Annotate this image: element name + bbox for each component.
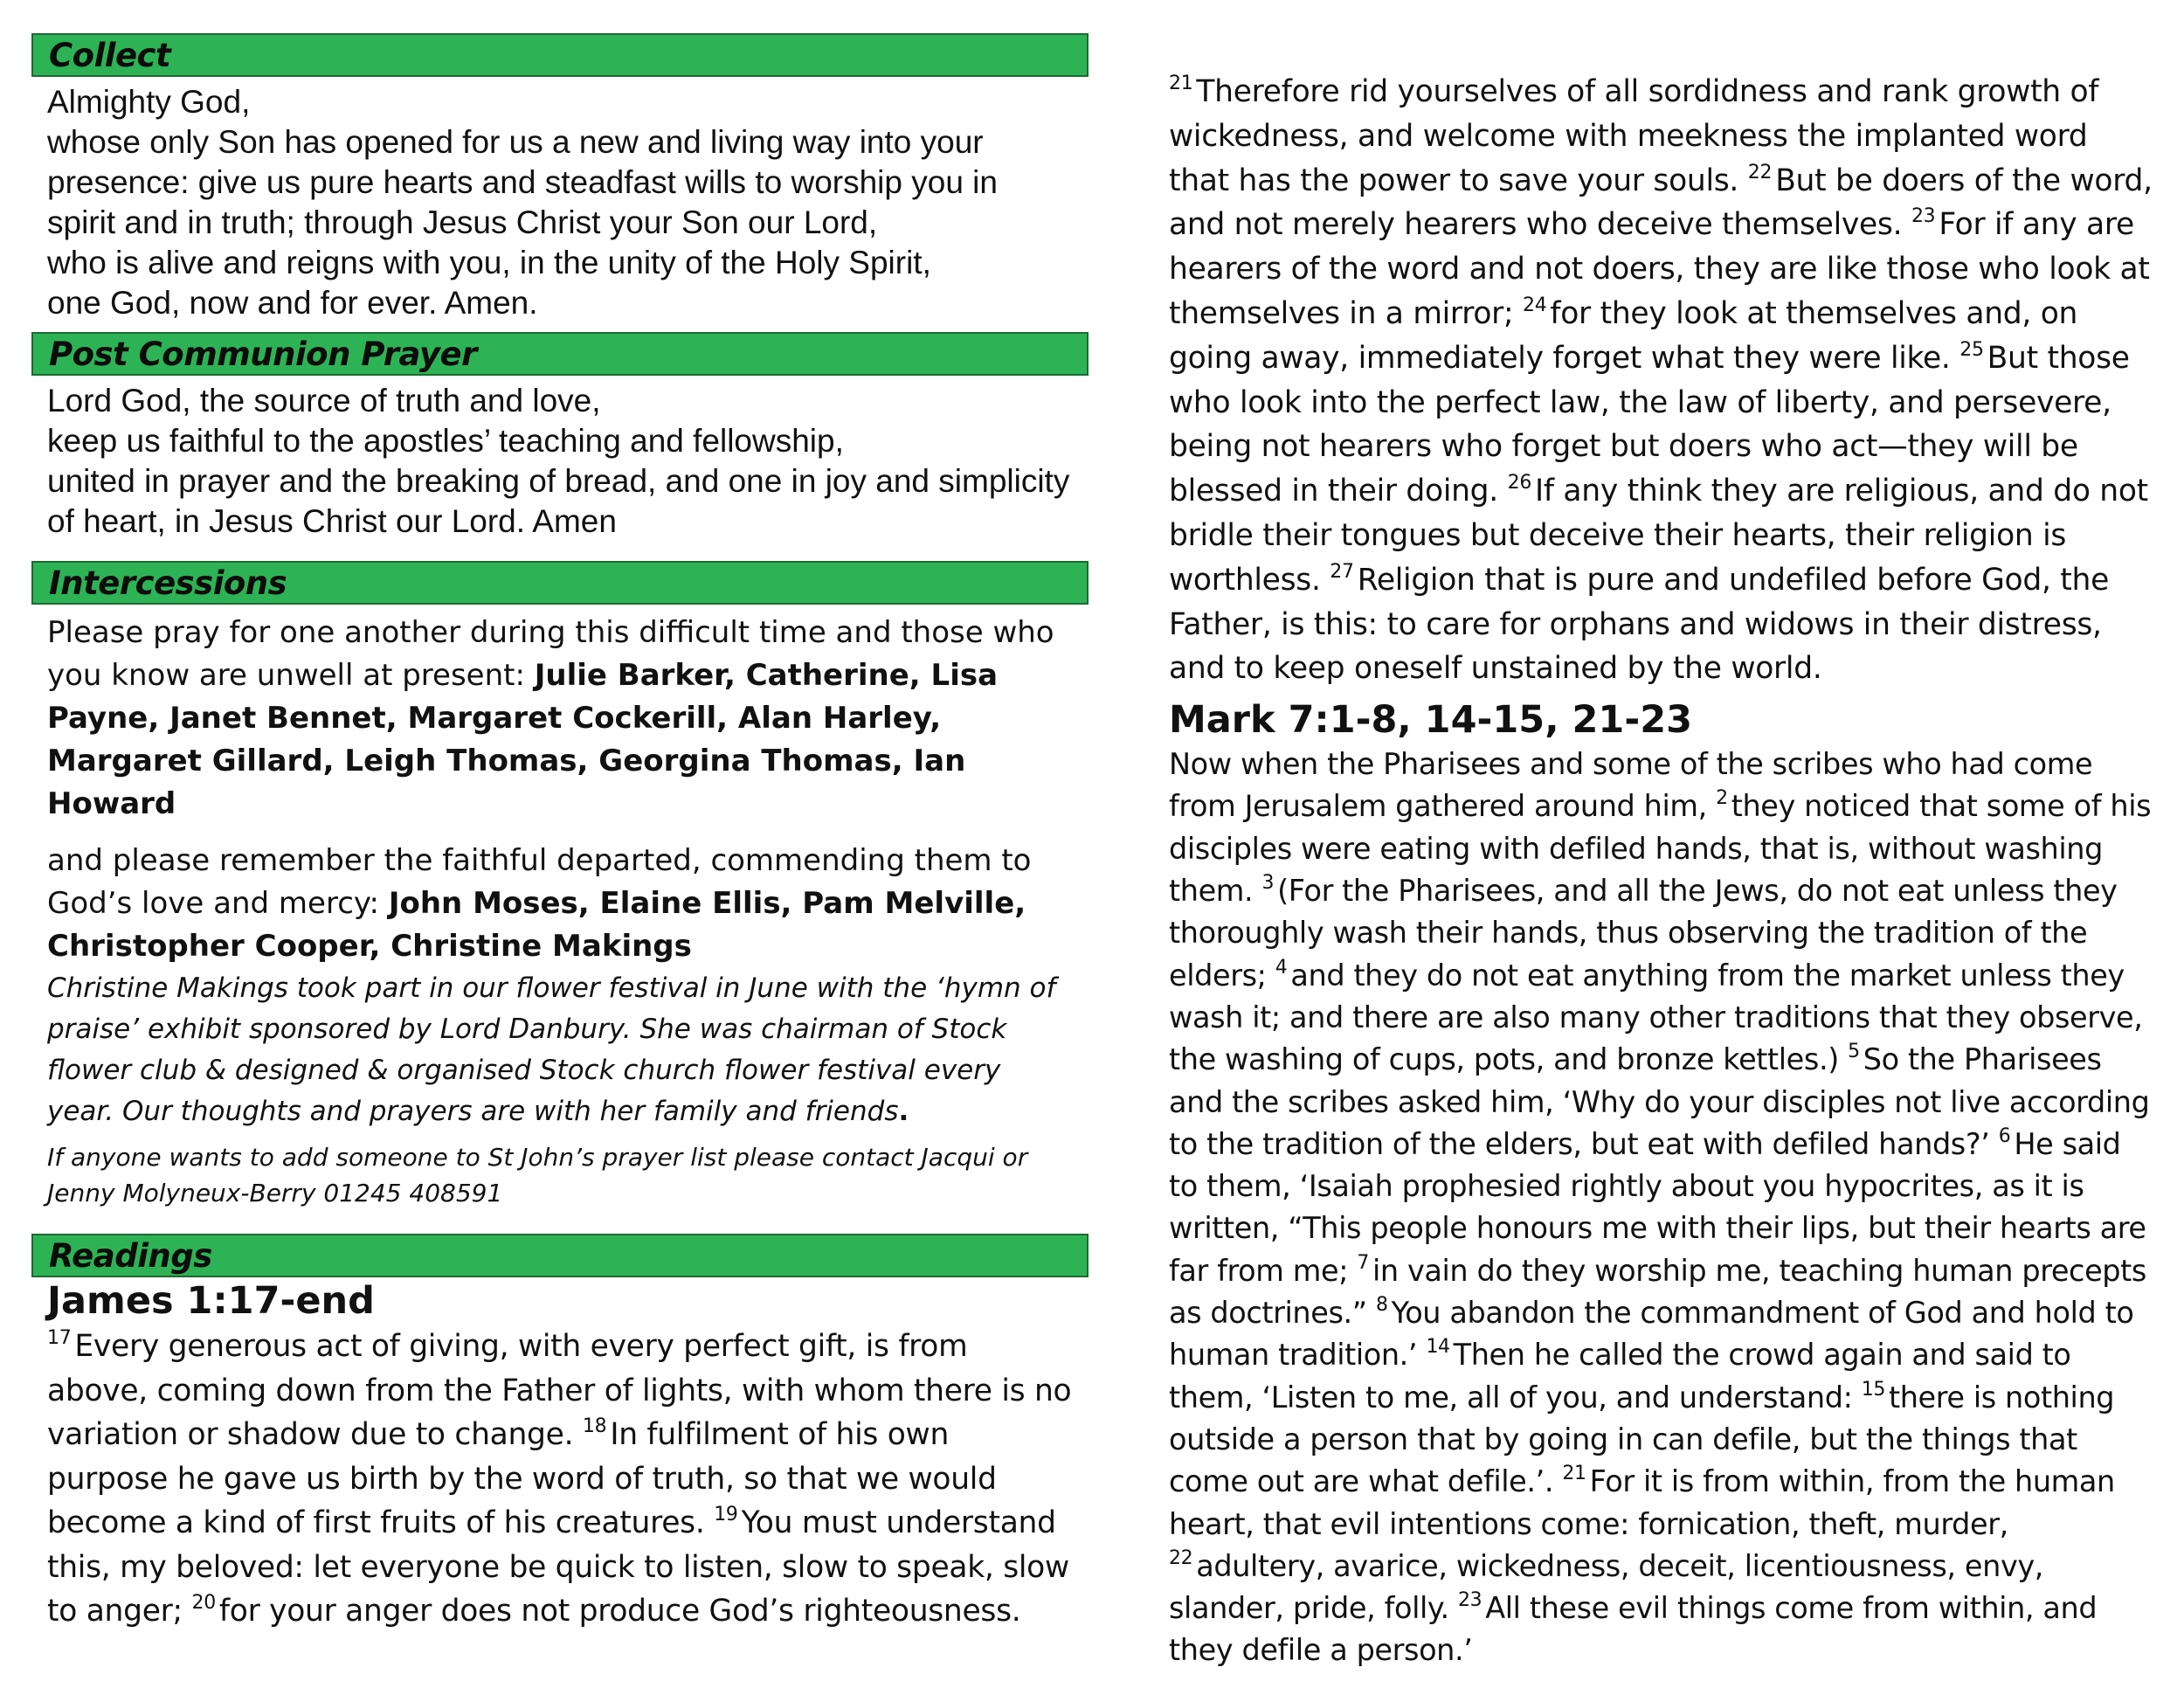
verse-text: For if any are hearers of the word and not doers, they are like those who look at themselves in a mirror; <box>1169 207 2150 331</box>
departed-intro: and please remember the faithful departed, commending them to God’s love and mercy: <box>47 843 1032 921</box>
departed-paragraph <box>31 826 1089 968</box>
verse-number: 2 <box>1716 787 1728 810</box>
verse-text: (For the Pharisees, and all the Jews, do not eat unless they thoroughly wash their hands, thus observing the tradition of the elders; <box>1169 874 2118 993</box>
verse-text: But those who look into the perfect law, the law of liberty, and persevere, being not hearers who forget but doers who act—they will be blessed in their doing. <box>1169 340 2130 509</box>
verse-number: 4 <box>1275 956 1288 979</box>
verse-number: 26 <box>1507 472 1532 495</box>
verse-text: there is nothing outside a person that by going in can defile, but the things that come out are what defile.’. <box>1169 1380 2115 1499</box>
verse-text: adultery, avarice, wickedness, deceit, licentiousness, envy, slander, pride, folly. <box>1169 1548 2044 1626</box>
left-column <box>31 33 1089 1634</box>
mark-intro: Now when the Pharisees and some of the scribes who had come from Jerusalem gathered around him, <box>1169 747 2093 824</box>
tribute-end: . <box>898 1096 909 1127</box>
verse-number: 19 <box>714 1504 738 1525</box>
verse-text: In fulfilment of his own purpose he gave us birth by the word of truth, so that we would become a kind of first fruits of his creatures. <box>47 1417 997 1540</box>
verse <box>192 1594 1021 1629</box>
verse-text: Then he called the crowd again and said to them, ‘Listen to me, all of you, and understand: <box>1169 1338 2071 1415</box>
verse-text: they noticed that some of his disciples were eating with defiled hands, that is, without washing them. <box>1169 789 2152 909</box>
verse-number: 20 <box>191 1592 216 1614</box>
verse-number: 21 <box>1562 1463 1586 1485</box>
verse-number: 7 <box>1357 1251 1369 1274</box>
verse-number: 23 <box>1458 1589 1482 1612</box>
mark-passage <box>1169 744 2156 1672</box>
verse-text: for your anger does not produce God’s righteousness. <box>218 1594 1021 1629</box>
tribute-text: Christine Makings took part in our flower festival in June with the ‘hymn of praise’ exhibit sponsored by Lord Danbury. She was chairman of Stock flower club & designed & organised Stock church flower festival every year. Our thoughts and prayers are with her family and friends <box>47 972 1056 1127</box>
post-communion-text: Lord God, the source of truth and love, keep us faithful to the apostles’ teaching and fellowship, united in prayer and the breaking of bread, and one in joy and simplicity of heart, in Jesus Christ our Lord. Amen <box>47 383 1070 539</box>
james-title: James 1:17-end <box>47 1279 375 1323</box>
post-communion-heading: Post Communion Prayer <box>31 332 1089 376</box>
james-passage <box>31 1325 1089 1634</box>
verse-number: 22 <box>1747 161 1773 183</box>
verse-number: 23 <box>1911 205 1936 228</box>
verse-number: 18 <box>582 1415 607 1437</box>
verse-text: He said to them, ‘Isaiah prophesied rightly about you hypocrites, as it is written, “This people honours me with their lips, but their hearts are far from me; <box>1169 1126 2146 1288</box>
verse-number: 15 <box>1861 1378 1885 1401</box>
verse-text: All these evil things come from within, and they defile a person.’ <box>1169 1591 2098 1668</box>
verse-text: and they do not eat anything from the market unless they wash it; and there are also many other traditions that they observe, the washing of cups, pots, and bronze kettles.) <box>1169 958 2143 1077</box>
verse-text: You abandon the commandment of God and hold to human tradition.’ <box>1169 1296 2134 1373</box>
right-column <box>1169 70 2156 1672</box>
verse-text: But be doers of the word, and not merely hearers who deceive themselves. <box>1169 163 2153 243</box>
collect-text: Almighty God, whose only Son has opened for us a new and living way into your presence: give us pure hearts and steadfast wills to worship you in spirit and in truth; through Jesus Christ your Son our Lord, who is alive and reigns with you, in the unity of the Holy Spirit, one God, now and for ever. Amen. <box>47 84 998 321</box>
collect-heading: Collect <box>31 33 1089 77</box>
verse-text: So the Pharisees and the scribes asked him, ‘Why do your disciples not live according to the tradition of the elders, but eat with defiled hands?’ <box>1169 1042 2150 1161</box>
verse-text: If any think they are religious, and do not bridle their tongues but deceive their hearts, their religion is worthless. <box>1169 474 2148 598</box>
verse-number: 6 <box>1998 1124 2011 1147</box>
readings-heading: Readings <box>31 1234 1089 1277</box>
mark-title: Mark 7:1-8, 14-15, 21-23 <box>1169 698 1693 743</box>
verse-number: 17 <box>47 1327 72 1349</box>
verse-number: 14 <box>1426 1336 1450 1359</box>
verse-number: 27 <box>1330 560 1354 583</box>
prayer-list-contact-note: If anyone wants to add someone to St John’s prayer list please contact Jacqui or Jenny Molyneux-Berry 01245 408591 <box>47 1143 1028 1207</box>
intercessions-heading: Intercessions <box>31 561 1089 605</box>
verse-text: for they look at themselves and, on going away, immediately forget what they were like. <box>1169 295 2078 376</box>
verse-text: in vain do they worship me, teaching human precepts as doctrines.” <box>1169 1253 2146 1331</box>
james-passage-continued <box>1169 70 2156 691</box>
unwell-paragraph <box>31 605 1089 826</box>
verse-text: Religion that is pure and undefiled before God, the Father, is this: to care for orphans and widows in their distress, and to keep oneself unstained by the world. <box>1169 562 2110 687</box>
unwell-names: Julie Barker, Catherine, Lisa Payne, Janet Bennet, Margaret Cockerill, Alan Harley, Margaret Gillard, Leigh Thomas, Georgina Thomas, Ian Howard <box>47 658 999 821</box>
verse-number: 22 <box>1169 1546 1193 1569</box>
departed-names: John Moses, Elaine Ellis, Pam Melville, Christopher Cooper, Christine Makings <box>47 886 1026 964</box>
verse-text: For it is from within, from the human heart, that evil intentions come: fornication, theft, murder, <box>1169 1464 2115 1541</box>
verse-number: 3 <box>1261 872 1275 895</box>
verse-number: 5 <box>1848 1041 1860 1063</box>
verse-number: 25 <box>1959 338 1984 361</box>
verse-number: 8 <box>1375 1294 1388 1317</box>
verse-number: 21 <box>1169 73 1193 94</box>
verse-text: Therefore rid yourselves of all sordidness and rank growth of wickedness, and welcome with meekness the implanted word that has the power to save your souls. <box>1169 74 2099 198</box>
verse-text: You must understand this, my beloved: let everyone be quick to listen, slow to speak, slow to anger; <box>47 1505 1069 1629</box>
verse-text: Every generous act of giving, with every perfect gift, is from above, coming down from the Father of lights, with whom there is no variation or shadow due to change. <box>47 1329 1072 1452</box>
unwell-intro: Please pray for one another during this difficult time and those who you know are unwell at present: <box>47 615 1054 693</box>
tribute-paragraph <box>31 968 1089 1132</box>
verse-number: 24 <box>1523 294 1547 316</box>
